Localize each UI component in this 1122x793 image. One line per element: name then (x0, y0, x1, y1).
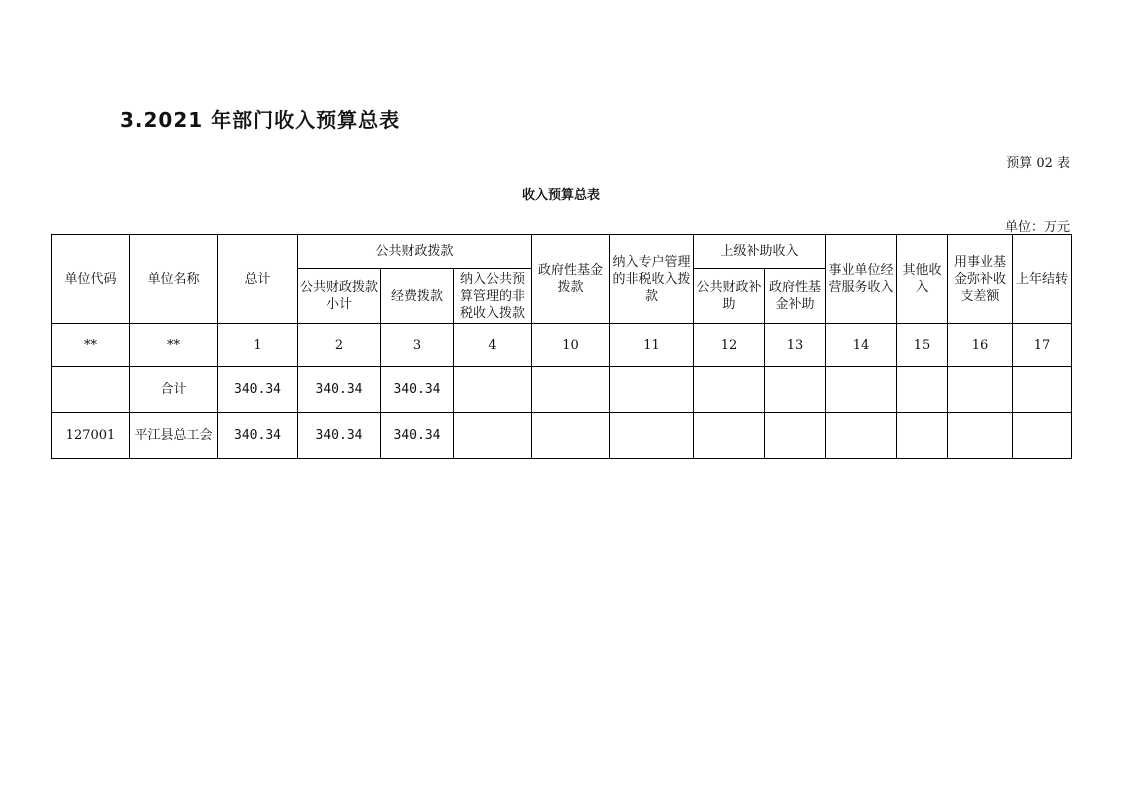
header-unit-name: 单位名称 (130, 235, 218, 324)
cell-empty (1013, 413, 1072, 459)
cell-empty (694, 413, 765, 459)
cell-empty (610, 367, 694, 413)
cell-empty (948, 367, 1013, 413)
column-number: 10 (532, 324, 610, 367)
header-public-finance-subsidy: 公共财政补助 (694, 269, 765, 324)
header-total: 总计 (218, 235, 298, 324)
cell-funding: 340.34 (381, 413, 454, 459)
column-number-row (52, 324, 1072, 367)
column-number: 15 (897, 324, 948, 367)
column-number: 3 (381, 324, 454, 367)
column-number: 11 (610, 324, 694, 367)
cell-empty (826, 367, 897, 413)
table-title: 收入预算总表 (521, 188, 600, 203)
column-number: 4 (454, 324, 532, 367)
income-budget-table (51, 234, 1072, 459)
column-number: 17 (1013, 324, 1072, 367)
page-title: 3.2021 年部门收入预算总表 (120, 108, 401, 132)
table-row (52, 413, 1072, 459)
header-business-service: 事业单位经营服务收入 (826, 235, 897, 324)
table-number: 预算 02 表 (1006, 156, 1070, 171)
column-number: 13 (765, 324, 826, 367)
cell-empty (532, 367, 610, 413)
cell-empty (1013, 367, 1072, 413)
cell-empty (532, 413, 610, 459)
header-other-income: 其他收入 (897, 235, 948, 324)
cell-empty (765, 367, 826, 413)
unit-label: 单位：万元 (1004, 220, 1070, 235)
column-number: ** (130, 324, 218, 367)
column-number: 16 (948, 324, 1013, 367)
cell-public-finance-subtotal: 340.34 (298, 367, 381, 413)
header-unit-code: 单位代码 (52, 235, 130, 324)
cell-funding: 340.34 (381, 367, 454, 413)
header-fund-supplement: 用事业基金弥补收支差额 (948, 235, 1013, 324)
cell-empty (765, 413, 826, 459)
header-nontax-special: 纳入专户管理的非税收入拨款 (610, 235, 694, 324)
cell-empty (897, 367, 948, 413)
column-number: 1 (218, 324, 298, 367)
cell-public-finance-subtotal: 340.34 (298, 413, 381, 459)
cell-unit-name: 合计 (130, 367, 218, 413)
cell-empty (694, 367, 765, 413)
cell-empty (454, 413, 532, 459)
header-public-finance: 公共财政拨款 (298, 235, 532, 269)
header-gov-fund-subsidy: 政府性基金补助 (765, 269, 826, 324)
column-number: 2 (298, 324, 381, 367)
header-superior-subsidy: 上级补助收入 (694, 235, 826, 269)
column-number: 12 (694, 324, 765, 367)
cell-total: 340.34 (218, 367, 298, 413)
header-row-1 (52, 235, 1072, 269)
column-number: ** (52, 324, 130, 367)
cell-empty (948, 413, 1013, 459)
cell-empty (826, 413, 897, 459)
table-row-total (52, 367, 1072, 413)
cell-unit-code (52, 367, 130, 413)
header-nontax-in-budget: 纳入公共预算管理的非税收入拨款 (454, 269, 532, 324)
cell-unit-code: 127001 (52, 413, 130, 459)
column-number: 14 (826, 324, 897, 367)
cell-empty (454, 367, 532, 413)
header-public-finance-subtotal: 公共财政拨款小计 (298, 269, 381, 324)
cell-empty (897, 413, 948, 459)
cell-empty (610, 413, 694, 459)
header-carry-over: 上年结转 (1013, 235, 1072, 324)
header-gov-fund: 政府性基金拨款 (532, 235, 610, 324)
header-funding: 经费拨款 (381, 269, 454, 324)
cell-unit-name: 平江县总工会 (130, 413, 218, 459)
cell-total: 340.34 (218, 413, 298, 459)
